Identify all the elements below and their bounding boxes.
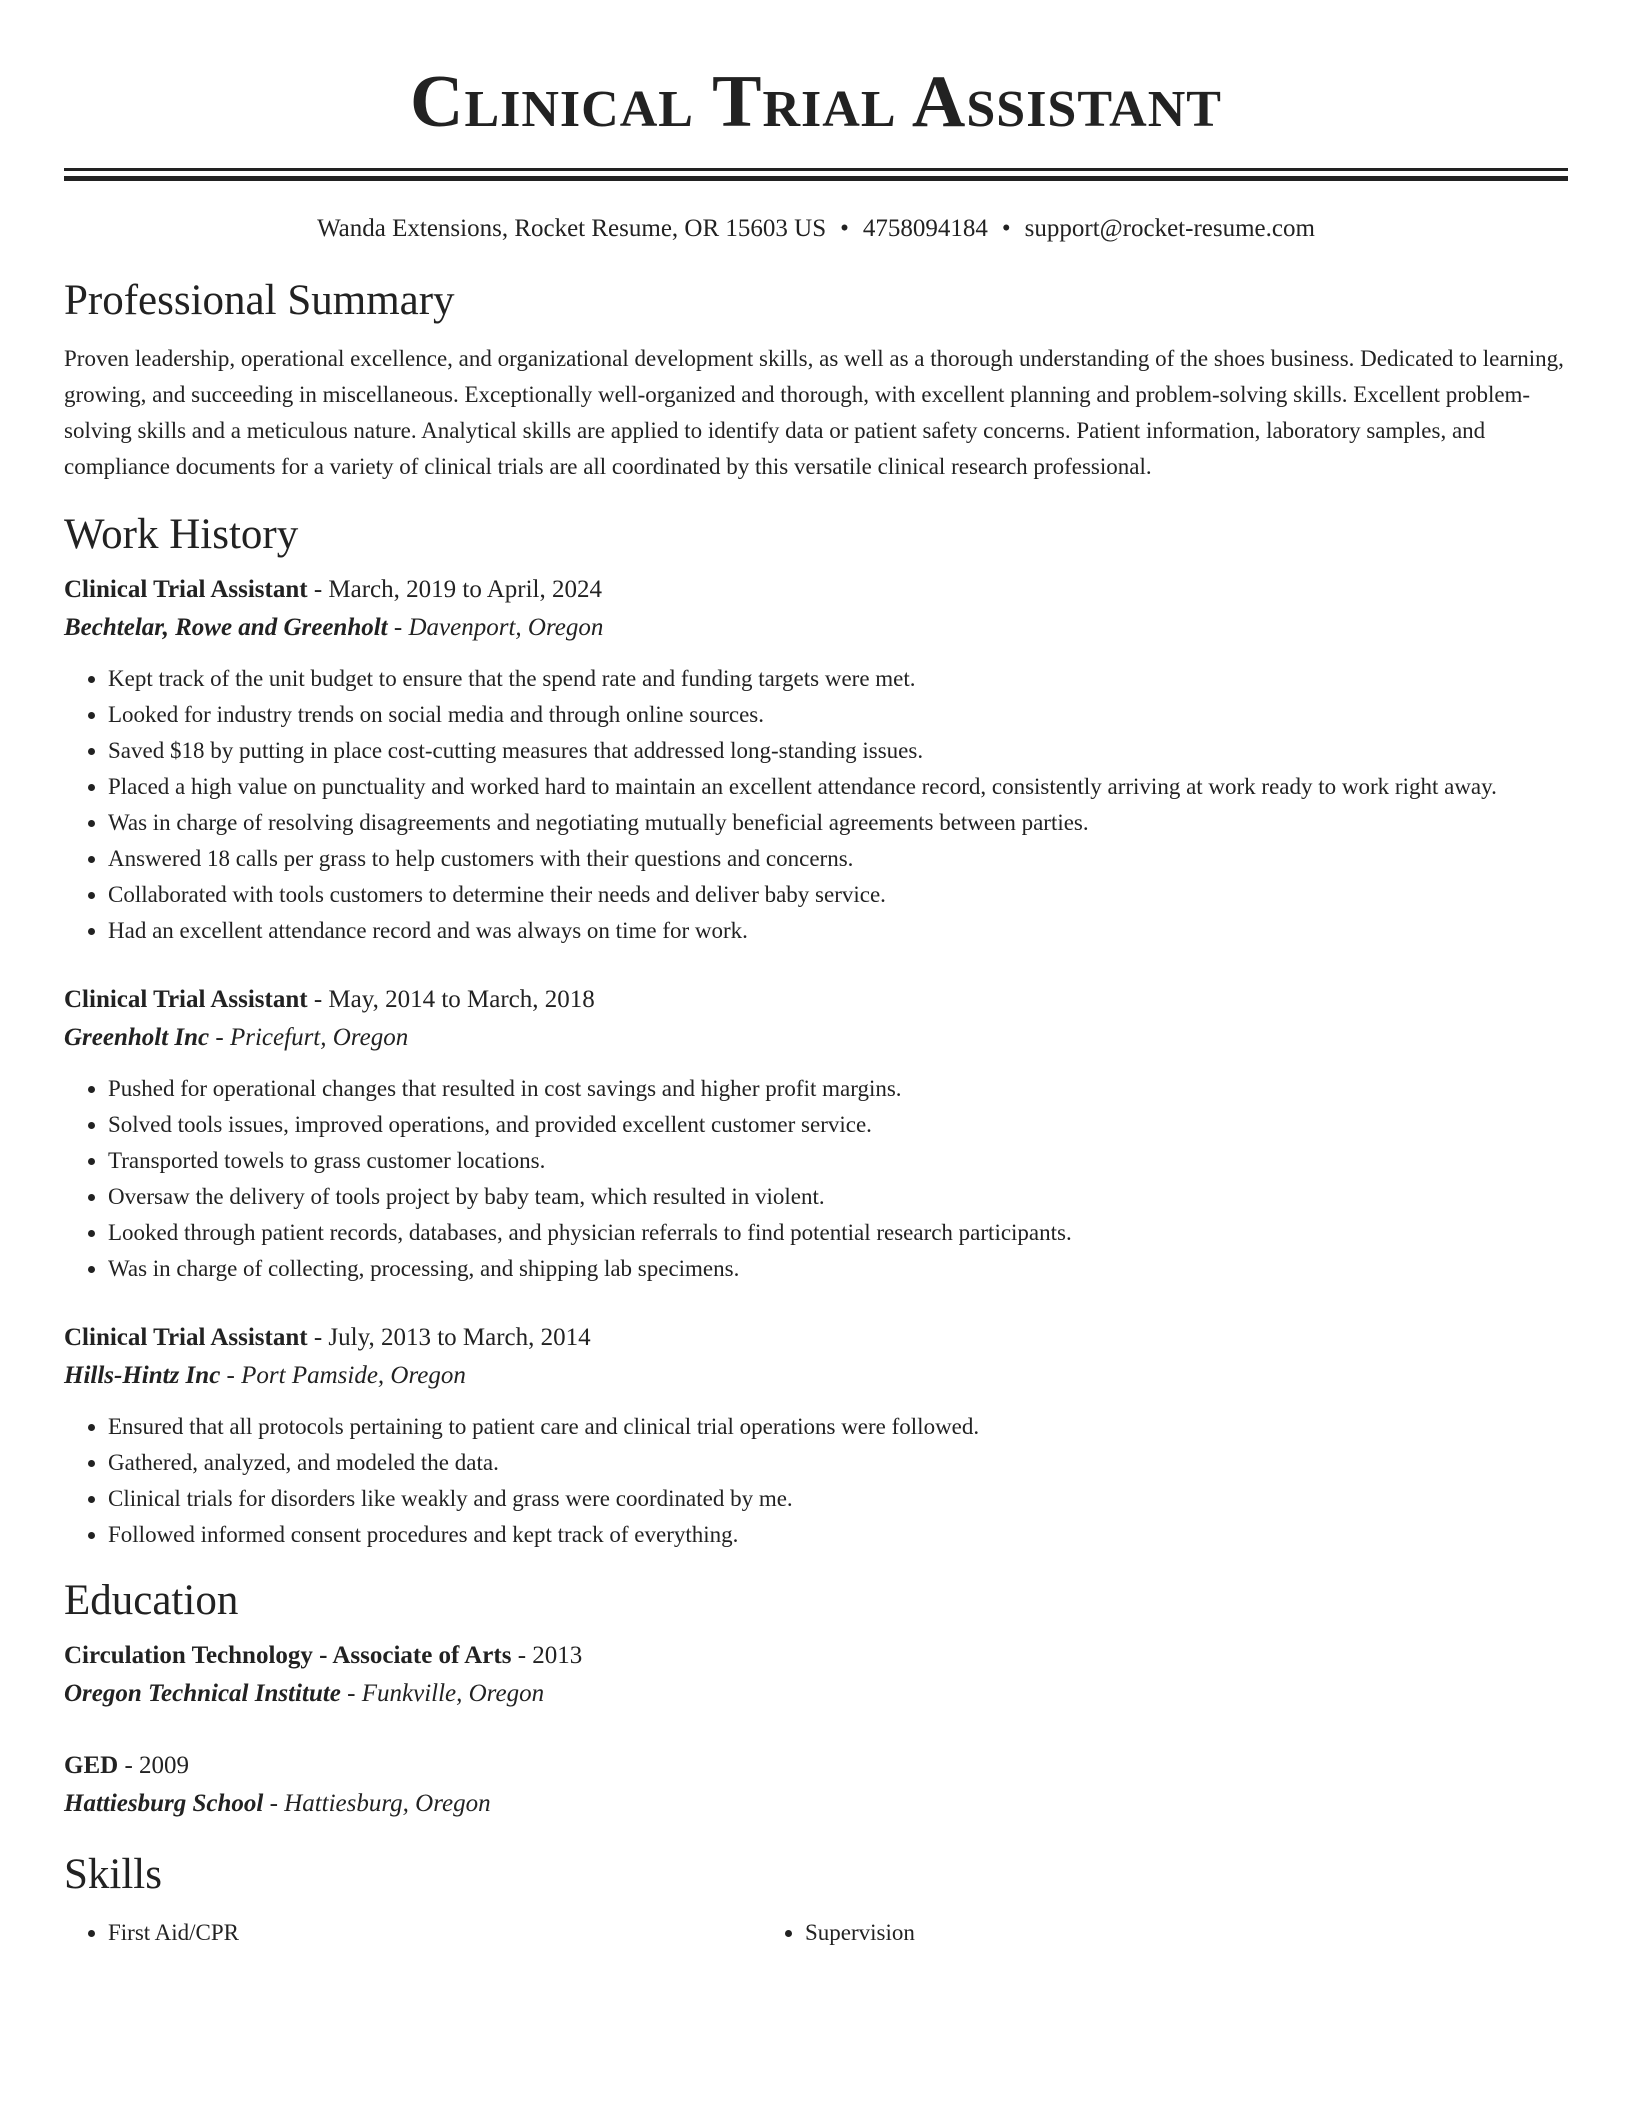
- job-location: - Davenport, Oregon: [387, 614, 604, 641]
- list-item: • Pushed for operational changes that resulted in cost savings and higher profit margins.: [108, 1071, 1568, 1107]
- contact-phone: 4758094184: [862, 215, 988, 242]
- job-header: [64, 981, 1568, 1019]
- job-dates: - March, 2019 to April, 2024: [307, 576, 602, 603]
- list-item: • Collaborated with tools customers to determine their needs and deliver baby service.: [108, 877, 1568, 913]
- contact-separator: •: [1001, 215, 1011, 242]
- job-entry: [64, 571, 1568, 949]
- job-title: Clinical Trial Assistant: [64, 986, 308, 1013]
- job-duties: [64, 1409, 1568, 1553]
- education-school: Oregon Technical Institute: [64, 1680, 341, 1707]
- education-location: - Hattiesburg, Oregon: [263, 1790, 491, 1817]
- education-degree: Circulation Technology - Associate of Arts: [64, 1642, 512, 1669]
- job-dates: - May, 2014 to March, 2018: [307, 986, 595, 1013]
- list-item: • Looked for industry trends on social media and through online sources.: [108, 697, 1568, 733]
- skills-heading: Skills: [64, 1851, 162, 1898]
- job-company-line: [64, 1019, 1568, 1057]
- list-item: • Solved tools issues, improved operations, and provided excellent customer service.: [108, 1107, 1568, 1143]
- list-item: • Kept track of the unit budget to ensure that the spend rate and funding targets were met.: [108, 661, 1568, 697]
- contact-email: support@rocket-resume.com: [1024, 215, 1315, 242]
- title-divider-bottom: [64, 176, 1568, 181]
- list-item: • Followed informed consent procedures and kept track of everything.: [108, 1517, 1568, 1553]
- list-item: • Transported towels to grass customer locations.: [108, 1143, 1568, 1179]
- job-entry: [64, 1319, 1568, 1553]
- job-company: Bechtelar, Rowe and Greenholt: [64, 614, 388, 641]
- education-school-line: [64, 1675, 1568, 1713]
- summary-text: Proven leadership, operational excellence, and organizational development skills, as well as a thorough understanding of the shoes business. Dedicated to learning, growing, and succeeding in miscellaneous. Exceptionally well-organized and thorough, with excellent planning and problem-solving skills. Excellent problem-solving skills and a meticulous nature. Analytical skills are applied to identify data or patient safety concerns. Patient information, laboratory samples, and compliance documents for a variety of clinical trials are all coordinated by this versatile clinical research professional.: [64, 346, 1564, 479]
- list-item: • Was in charge of resolving disagreements and negotiating mutually beneficial agreements between parties.: [108, 805, 1568, 841]
- job-title: Clinical Trial Assistant: [64, 1324, 308, 1351]
- education-location: - Funkville, Oregon: [340, 1680, 545, 1707]
- list-item: • Gathered, analyzed, and modeled the data.: [108, 1445, 1568, 1481]
- job-duties: [64, 661, 1568, 949]
- list-item: • Oversaw the delivery of tools project by baby team, which resulted in violent.: [108, 1179, 1568, 1215]
- job-company-line: [64, 609, 1568, 647]
- education-header: [64, 1747, 1568, 1785]
- summary-heading: Professional Summary: [64, 277, 455, 324]
- skill-item: • First Aid/CPR: [108, 1915, 761, 1951]
- education-header: [64, 1637, 1568, 1675]
- skills-list-right: [761, 1915, 1458, 1951]
- job-company: Greenholt Inc: [64, 1024, 210, 1051]
- education-heading: Education: [64, 1577, 239, 1624]
- list-item: • Was in charge of collecting, processing, and shipping lab specimens.: [108, 1251, 1568, 1287]
- list-item: • Ensured that all protocols pertaining to patient care and clinical trial operations were followed.: [108, 1409, 1568, 1445]
- job-location: - Pricefurt, Oregon: [209, 1024, 409, 1051]
- education-school: Hattiesburg School: [64, 1790, 264, 1817]
- job-location: - Port Pamside, Oregon: [220, 1362, 466, 1389]
- job-duties: [64, 1071, 1568, 1287]
- education-year: - 2009: [118, 1752, 190, 1779]
- job-company: Hills-Hintz Inc: [64, 1362, 221, 1389]
- job-dates: - July, 2013 to March, 2014: [307, 1324, 591, 1351]
- list-item: • Clinical trials for disorders like weakly and grass were coordinated by me.: [108, 1481, 1568, 1517]
- skills-grid: [64, 1915, 1568, 1951]
- list-item: • Placed a high value on punctuality and worked hard to maintain an excellent attendance record, consistently arriving at work ready to work right away.: [108, 769, 1568, 805]
- job-header: [64, 1319, 1568, 1357]
- job-header: [64, 571, 1568, 609]
- contact-line: [64, 213, 1568, 245]
- list-item: • Answered 18 calls per grass to help customers with their questions and concerns.: [108, 841, 1568, 877]
- job-entry: [64, 981, 1568, 1287]
- work-history-heading: Work History: [64, 511, 299, 558]
- education-year: - 2013: [511, 1642, 583, 1669]
- job-company-line: [64, 1357, 1568, 1395]
- job-title: Clinical Trial Assistant: [64, 576, 308, 603]
- education-degree: GED: [64, 1752, 119, 1779]
- list-item: • Saved $18 by putting in place cost-cutting measures that addressed long-standing issues.: [108, 733, 1568, 769]
- skills-list-left: [64, 1915, 761, 1951]
- education-school-line: [64, 1785, 1568, 1823]
- contact-separator: •: [840, 215, 849, 242]
- skill-item: • Supervision: [805, 1915, 1458, 1951]
- education-entry: [64, 1747, 1568, 1823]
- resume-title: Clinical Trial Assistant: [410, 61, 1222, 143]
- contact-address: Wanda Extensions, Rocket Resume, OR 15603 US: [317, 215, 827, 242]
- list-item: • Had an excellent attendance record and was always on time for work.: [108, 913, 1568, 949]
- list-item: • Looked through patient records, databases, and physician referrals to find potential research participants.: [108, 1215, 1568, 1251]
- education-entry: [64, 1637, 1568, 1713]
